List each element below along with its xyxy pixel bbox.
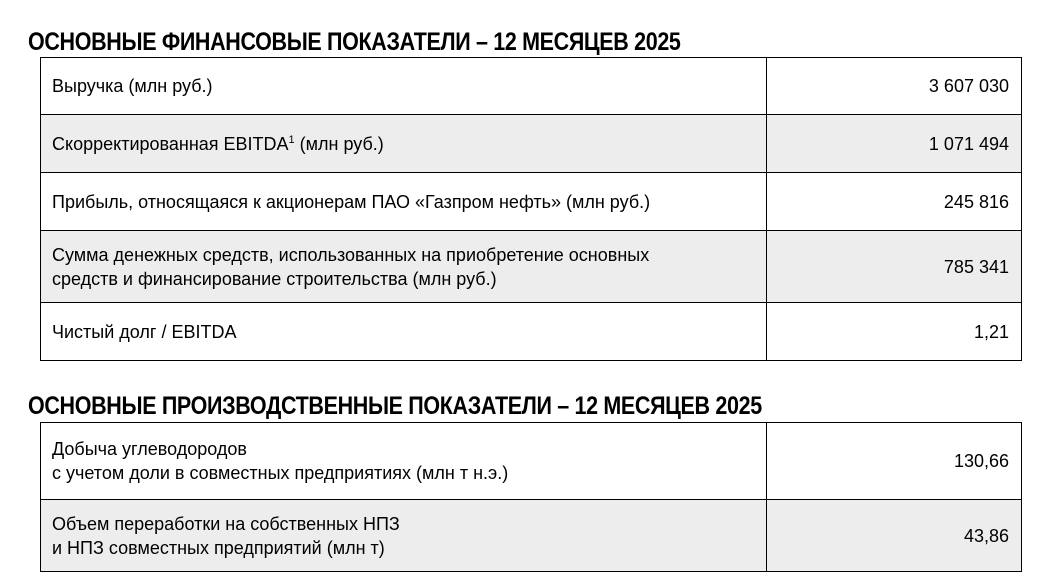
metric-label [41, 303, 767, 361]
table-row [41, 58, 1022, 115]
metric-label-text: Объем переработки на собственных НПЗ и НПЗ совместных предприятий (млн т) [52, 513, 400, 558]
metric-label-text: Сумма денежных средств, использованных на приобретение основных средств и финансирование строительства (млн руб.) [52, 244, 650, 289]
metric-label [41, 231, 767, 303]
metric-label-text: Чистый долг / EBITDA [52, 321, 237, 342]
metric-label-text: Добыча углеводородов с учетом доли в совместных предприятиях (млн т н.э.) [52, 439, 509, 483]
metric-value: 1,21 [767, 303, 1022, 361]
table-row [41, 303, 1022, 361]
table-row [41, 500, 1022, 572]
metric-label [41, 58, 767, 115]
metric-value: 245 816 [767, 173, 1022, 231]
table-row [41, 173, 1022, 231]
metric-label-text: Скорректированная EBITDA [52, 133, 289, 154]
footnote-marker: 1 [288, 133, 295, 146]
metric-label [41, 500, 767, 572]
metric-label [41, 115, 767, 173]
table-row [41, 231, 1022, 303]
metric-value: 3 607 030 [767, 58, 1022, 115]
financial-metrics-table [40, 57, 1022, 361]
metric-label [41, 423, 767, 500]
metric-value: 785 341 [767, 231, 1022, 303]
production-section-title: ОСНОВНЫЕ ПРОИЗВОДСТВЕННЫЕ ПОКАЗАТЕЛИ – 12 МЕСЯЦЕВ 2025 [28, 392, 762, 420]
metric-label-text: Выручка (млн руб.) [52, 76, 213, 96]
metric-label-text: Прибыль, относящаяся к акционерам ПАО «Газпром нефть» (млн руб.) [52, 191, 651, 212]
metric-value: 1 071 494 [767, 115, 1022, 173]
metric-value: 43,86 [767, 500, 1022, 572]
table-row [41, 115, 1022, 173]
production-metrics-table [40, 422, 1022, 572]
table-row [41, 423, 1022, 500]
financial-section-title: ОСНОВНЫЕ ФИНАНСОВЫЕ ПОКАЗАТЕЛИ – 12 МЕСЯЦЕВ 2025 [28, 28, 681, 56]
metric-label [41, 173, 767, 231]
metric-value: 130,66 [767, 423, 1022, 500]
metric-label-unit: (млн руб.) [294, 133, 384, 154]
